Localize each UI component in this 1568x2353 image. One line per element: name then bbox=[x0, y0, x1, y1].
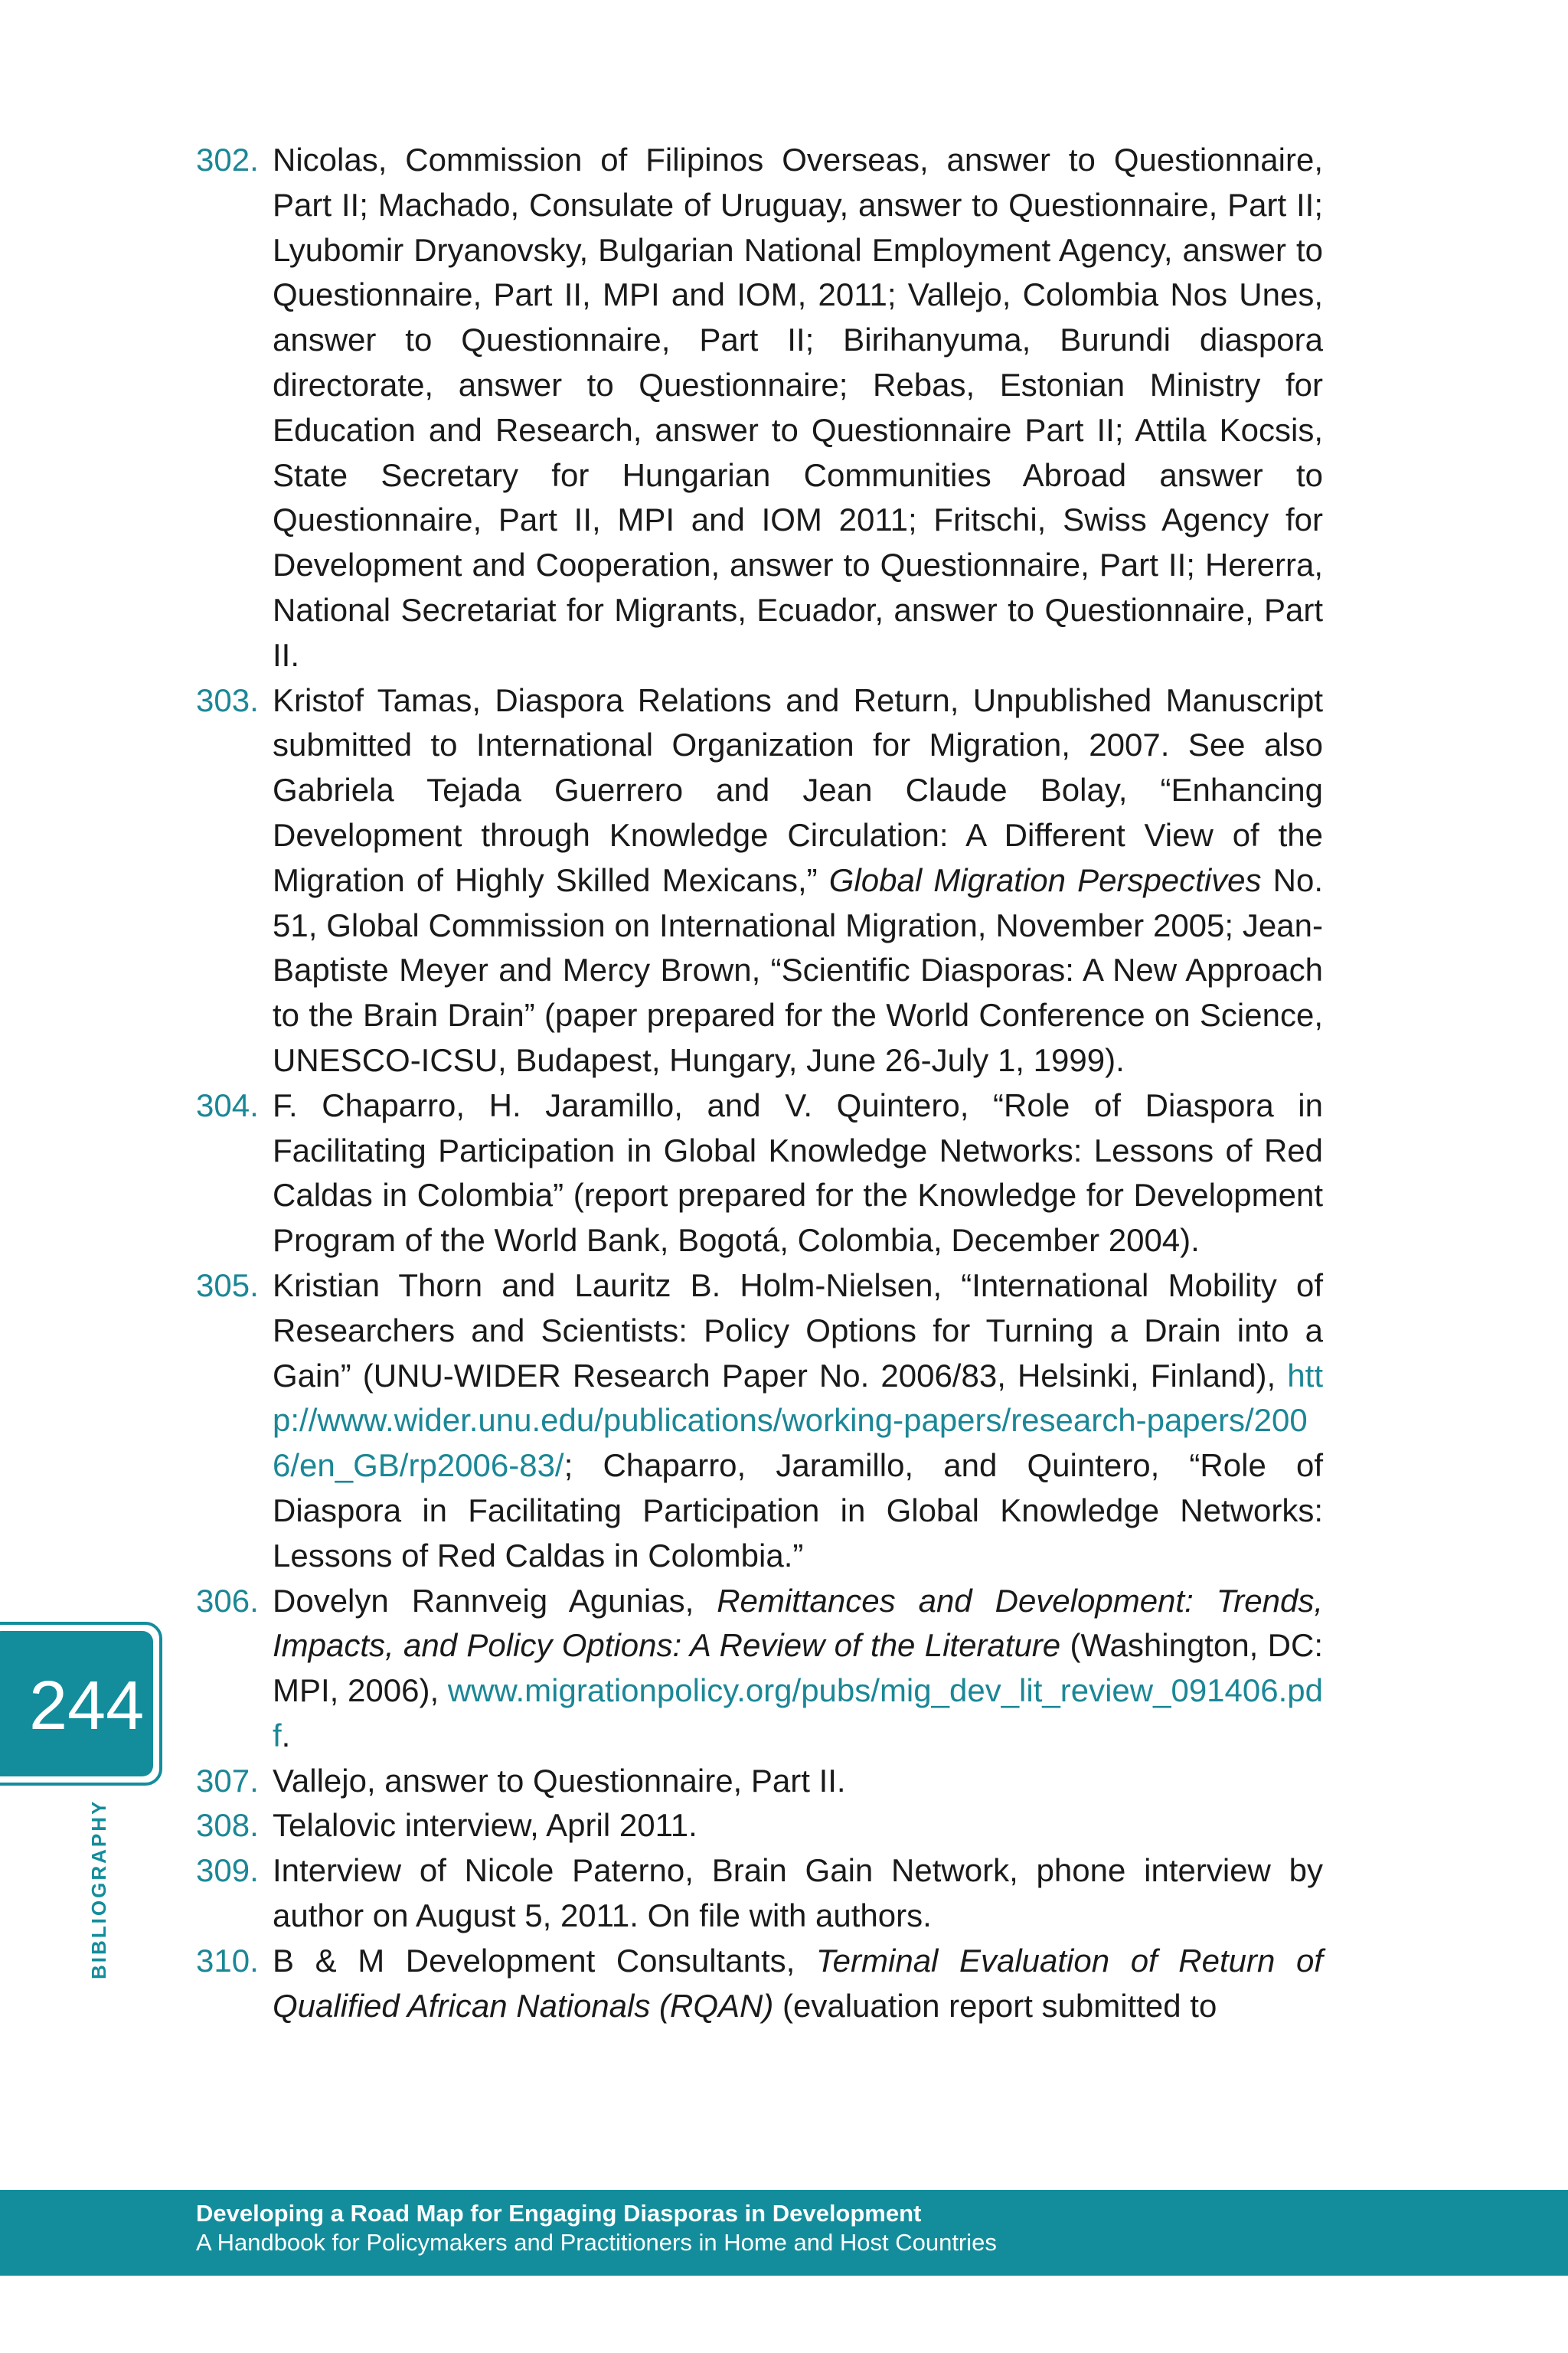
footer-subtitle: A Handbook for Policymakers and Practitioners in Home and Host Countries bbox=[196, 2229, 997, 2256]
note-text bbox=[273, 1267, 1323, 1574]
note-text bbox=[273, 1763, 846, 1799]
note-text bbox=[273, 1807, 697, 1843]
footer-title: Developing a Road Map for Engaging Diasporas in Development bbox=[196, 2200, 922, 2227]
page-number: 244 bbox=[29, 1668, 145, 1744]
note-text-segment: . bbox=[281, 1717, 291, 1753]
note-text bbox=[273, 142, 1323, 673]
bibliography-note bbox=[196, 1263, 1323, 1579]
bibliography-notes-list bbox=[196, 138, 1323, 2028]
bibliography-note bbox=[196, 1759, 1323, 1804]
note-text-segment: Nicolas, Commission of Filipinos Overseas, answer to Questionnaire, Part II; Machado, Consulate of Uruguay, answer to Questionnaire, Part II; Lyubomir Dryanovsky, Bulgarian National Employment Agency, answer to Questionnaire, Part II, MPI and IOM, 2011; Vallejo, Colombia Nos Unes, answer to Questionnaire, Part II; Birihanyuma, Burundi diaspora directorate, answer to Questionnaire; Rebas, Estonian Ministry for Education and Research, answer to Questionnaire Part II; Attila Kocsis, State Secretary for Hungarian Communities Abroad answer to Questionnaire, Part II, MPI and IOM 2011; Fritschi, Swiss Agency for Development and Cooperation, answer to Questionnaire, Part II; Hererra, National Secretariat for Migrants, Ecuador, answer to Questionnaire, Part II. bbox=[273, 142, 1323, 673]
note-text-segment: ; Chaparro, Jaramillo, and Quintero, “Role of Diaspora in Facilitating Participation in Global Knowledge Networks: Lessons of Red Caldas in Colombia.” bbox=[273, 1447, 1323, 1574]
note-text bbox=[273, 1852, 1323, 1933]
note-text-segment: Dovelyn Rannveig Agunias, bbox=[273, 1582, 717, 1619]
note-text-segment: Telalovic interview, April 2011. bbox=[273, 1807, 697, 1844]
note-number: 305. bbox=[196, 1266, 259, 1303]
note-text-segment: (evaluation report submitted to bbox=[773, 1987, 1217, 2024]
bibliography-note bbox=[196, 1939, 1323, 2029]
note-text-segment: Vallejo, answer to Questionnaire, Part II. bbox=[273, 1762, 846, 1799]
note-number: 309. bbox=[196, 1852, 259, 1889]
reference-link[interactable]: http://www.wider.unu.edu/publications/working-papers/research-papers/2006/en_GB/rp2006-83/ bbox=[273, 1357, 1323, 1484]
note-number: 308. bbox=[196, 1807, 259, 1844]
bibliography-note bbox=[196, 138, 1323, 678]
note-text-segment: Kristian Thorn and Lauritz B. Holm-Nielsen, “International Mobility of Researchers and Scientists: Policy Options for Turning a Drain into a Gain” (UNU-WIDER Research Paper No. 2006/83, Helsinki, Finland), bbox=[273, 1266, 1323, 1394]
note-text-segment: B & M Development Consultants, bbox=[273, 1942, 816, 1979]
note-text bbox=[273, 682, 1323, 1078]
note-text-segment: F. Chaparro, H. Jaramillo, and V. Quintero, “Role of Diaspora in Facilitating Participation in Global Knowledge Networks: Lessons of Red Caldas in Colombia” (report prepared for the Knowledge for Development Program of the World Bank, Bogotá, Colombia, December 2004). bbox=[273, 1087, 1323, 1259]
note-text-segment: Kristof Tamas, Diaspora Relations and Return, Unpublished Manuscript submitted to International Organization for Migration, 2007. See also Gabriela Tejada Guerrero and Jean Claude Bolay, “Enhancing Development through Knowledge Circulation: A Different View of the Migration of Highly Skilled Mexicans,” bbox=[273, 681, 1323, 898]
bibliography-note bbox=[196, 678, 1323, 1083]
note-text-segment: (Washington, DC: MPI, 2006), bbox=[273, 1627, 1323, 1709]
bibliography-note bbox=[196, 1848, 1323, 1939]
bibliography-note bbox=[196, 1083, 1323, 1263]
note-number: 307. bbox=[196, 1762, 259, 1799]
italic-title: Global Migration Perspectives bbox=[828, 861, 1262, 898]
note-number: 302. bbox=[196, 142, 259, 178]
italic-title: Terminal Evaluation of Return of Qualified African Nationals (RQAN) bbox=[273, 1942, 1323, 2024]
note-number: 306. bbox=[196, 1582, 259, 1619]
note-text bbox=[273, 1583, 1323, 1753]
note-number: 303. bbox=[196, 681, 259, 718]
bibliography-note bbox=[196, 1579, 1323, 1759]
italic-title: Remittances and Development: Trends, Impacts, and Policy Options: A Review of the Literature bbox=[273, 1582, 1323, 1664]
bibliography-note bbox=[196, 1803, 1323, 1848]
note-number: 310. bbox=[196, 1942, 259, 1979]
section-label: BIBLIOGRAPHY bbox=[87, 1799, 110, 1979]
note-text-segment: Interview of Nicole Paterno, Brain Gain Network, phone interview by author on August 5, 2011. On file with authors. bbox=[273, 1852, 1323, 1934]
note-text bbox=[273, 1087, 1323, 1258]
note-text-segment: No. 51, Global Commission on International Migration, November 2005; Jean-Baptiste Meyer and Mercy Brown, “Scientific Diasporas: A New Approach to the Brain Drain” (paper prepared for the World Conference on Science, UNESCO-ICSU, Budapest, Hungary, June 26-July 1, 1999). bbox=[273, 861, 1323, 1078]
footer-band bbox=[0, 2190, 1568, 2276]
reference-link[interactable]: www.migrationpolicy.org/pubs/mig_dev_lit_review_091406.pdf bbox=[273, 1672, 1323, 1753]
note-text bbox=[273, 1943, 1323, 2024]
note-number: 304. bbox=[196, 1087, 259, 1123]
